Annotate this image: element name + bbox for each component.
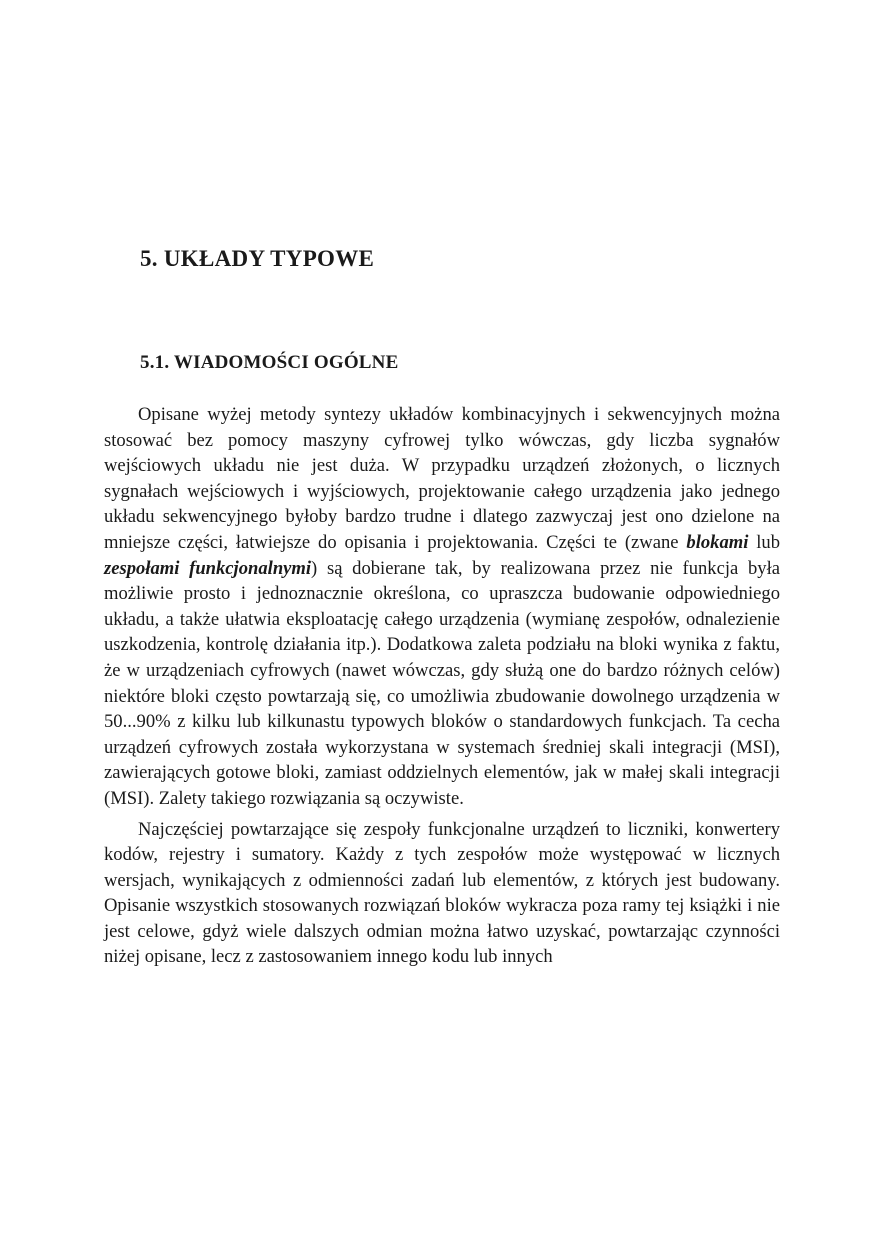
emphasis-blokami: blokami (686, 531, 749, 553)
section-title: 5.1. WIADOMOŚCI OGÓLNE (140, 352, 399, 373)
paragraph-2: Najczęściej powtarzające się zespoły funkcjonalne urządzeń to liczniki, konwertery kodów, rejestry i sumatory. Każdy z tych zespołów może występować w licznych wersjach, wynikających z odmienności zadań lub elementów, z których jest budowany. Opisanie wszystkich stosowanych rozwiązań bloków wykracza poza ramy tej książki i nie jest celowe, gdyż wiele dalszych odmian można łatwo uzyskać, powtarzając czynności niżej opisane, lecz z zastosowaniem innego kodu lub innych (104, 818, 780, 968)
paragraph-1-text-start: Opisane wyżej metody syntezy układów kombinacyjnych i sekwencyjnych można stosować bez pomocy maszyny cyfrowej tylko wówczas, gdy liczba sygnałów wejściowych układu nie jest duża. W przypadku urządzeń złożonych, o licznych sygnałach wejściowych i wyjściowych, projektowanie całego urządzenia jako jednego układu sekwencyjnego byłoby bardzo trudne i dlatego zazwyczaj jest ono dzielone na mniejsze części, łatwiejsze do opisania i projektowania. Części te (zwane (104, 404, 780, 553)
paragraph-1 (104, 402, 780, 812)
paragraph-1-text-end: ) są dobierane tak, by realizowana przez nie funkcja była możliwie prosto i jednoznacznie określona, co upraszcza budowanie odpowiedniego układu, a także ułatwia eksploatację całego urządzenia (wymianę zespołów, odnalezienie uszkodzenia, kontrolę działania itp.). Dodatkowa zaleta podziału na bloki wynika z faktu, że w urządzeniach cyfrowych (nawet wówczas, gdy służą one do bardzo różnych celów) niektóre bloki często powtarzają się, co umożliwia zbudowanie dowolnego urządzenia w 50...90% z kilku lub kilkunastu typowych bloków o standardowych funkcjach. Ta cecha urządzeń cyfrowych została wykorzystana w systemach średniej skali integracji (MSI), zawierających gotowe bloki, zamiast oddzielnych elementów, jak w małej skali integracji (MSI). Zalety takiego rozwiązania są oczywiste. (104, 557, 780, 809)
chapter-title: 5. UKŁADY TYPOWE (140, 246, 375, 271)
emphasis-zespolami-funkcjonalnymi: zespołami funkcjonalnymi (104, 557, 312, 579)
paragraph-1-text-lub: lub (748, 531, 780, 553)
body-text (104, 402, 780, 970)
